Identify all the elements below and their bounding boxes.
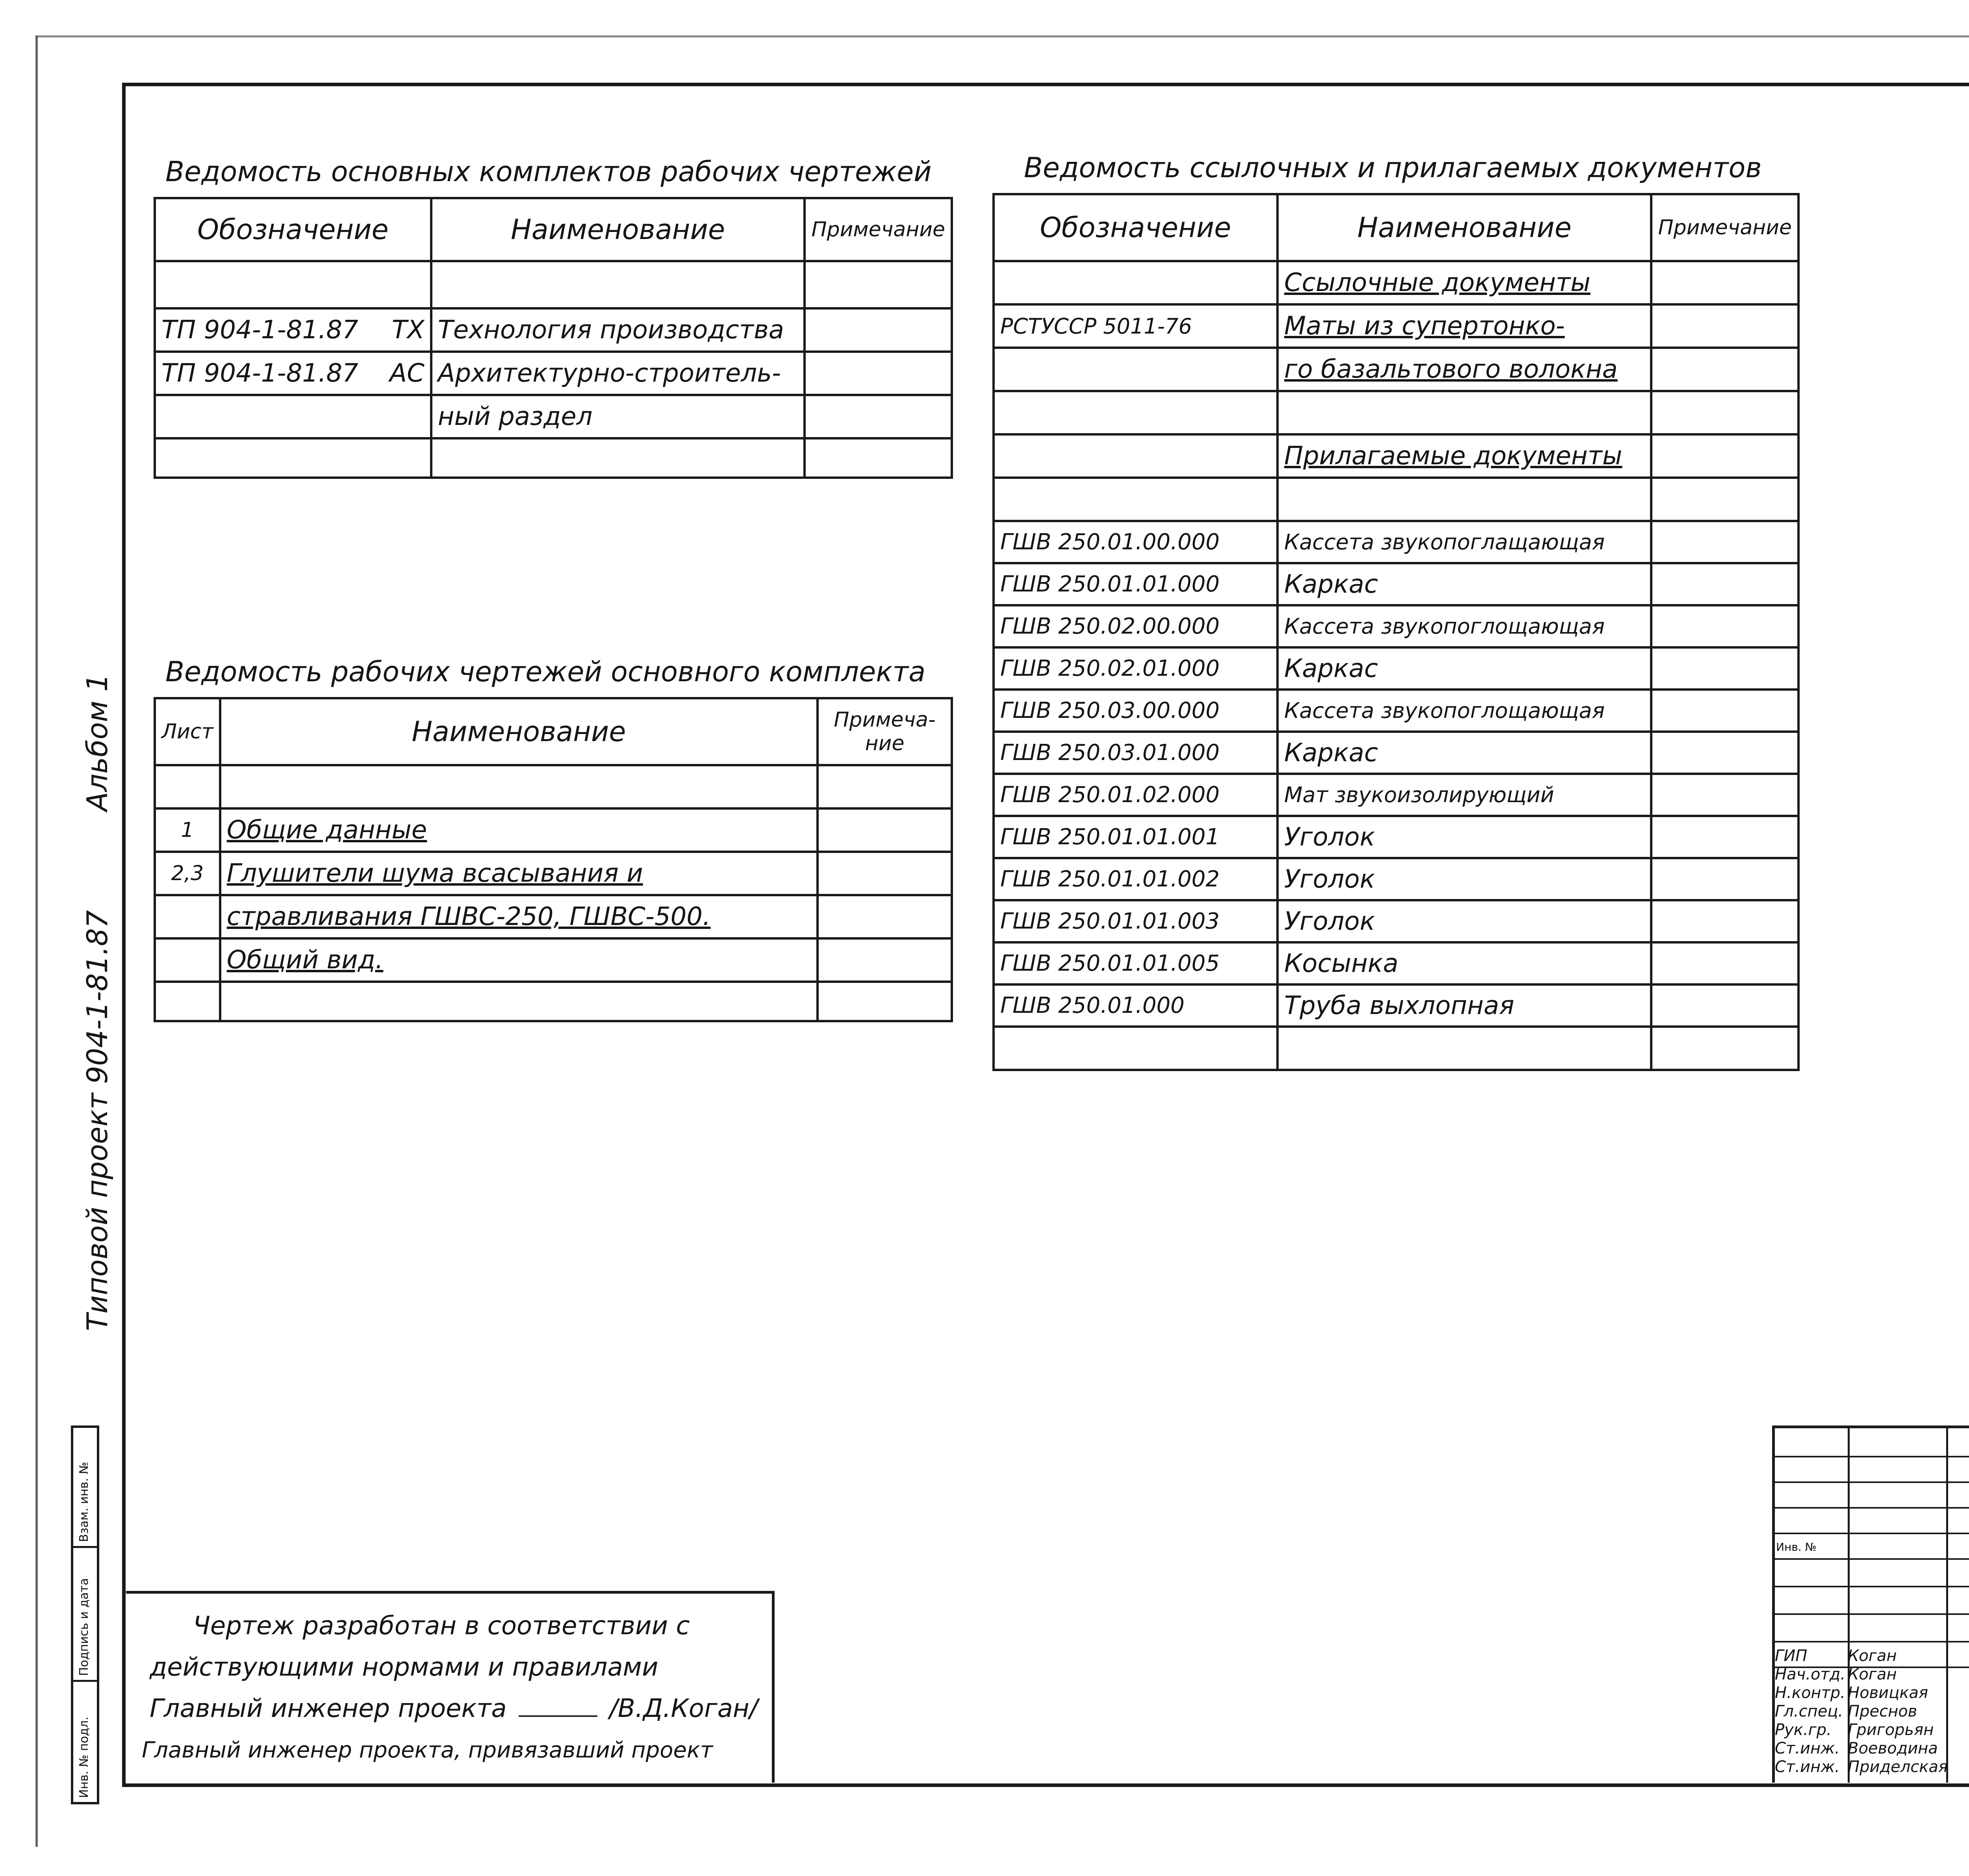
signatory-row: Н.контр. Новицкая: [1775, 1684, 1928, 1702]
col-designation: Обозначение: [994, 194, 1277, 261]
outer-border-top: [35, 35, 1969, 39]
signatory-row: ГИП Коган: [1775, 1647, 1897, 1665]
signature-date-label: Подпись и дата: [77, 1578, 91, 1676]
note-line4: Главный инженер проекта, привязавший проект: [142, 1737, 713, 1763]
table-row: го базальтового волокна: [994, 348, 1798, 391]
table-row: ГШВ 250.03.00.000 Кассета звукопоглощающая: [994, 690, 1798, 732]
note-line2: действующими нормами и правилами: [150, 1653, 658, 1682]
signatories: [1775, 1647, 1969, 1776]
table-row: ГШВ 250.03.01.000 Каркас: [994, 732, 1798, 774]
table-row: ГШВ 250.01.01.001 Уголок: [994, 816, 1798, 858]
signatory-row: Ст.инж. Приделская: [1775, 1758, 1948, 1776]
table-row: ГШВ 250.02.00.000 Кассета звукопоглощающая: [994, 605, 1798, 647]
table-row: ГШВ 250.01.02.000 Мат звукоизолирующий: [994, 774, 1798, 816]
inv-label: Инв. №: [1776, 1540, 1817, 1553]
table-row: 2,3 Глушители шума всасывания и: [155, 852, 952, 895]
signatory-row: Нач.отд. Коган: [1775, 1665, 1897, 1683]
table-row: ГШВ 250.02.01.000 Каркас: [994, 647, 1798, 690]
signature: [519, 1715, 597, 1717]
left-stamp-strip: [71, 1426, 99, 1804]
title-block: [1772, 1426, 1969, 1783]
signatory-row: Гл.спец. Преснов: [1775, 1702, 1917, 1720]
table-row: ТП 904-1-81.87 ТХ Технология производства: [155, 308, 952, 352]
table-row: РСТУССР 5011-76 Маты из супертонко-: [994, 304, 1798, 348]
table-row: Общий вид.: [155, 938, 952, 982]
refs-table: [992, 193, 1800, 1071]
table-row: ГШВ 250.01.01.000 Каркас: [994, 563, 1798, 605]
main-sets-title: Ведомость основных комплектов рабочих чертежей: [165, 156, 932, 188]
col-name: Наименование: [1277, 194, 1652, 261]
replaced-inv-label: Взам. инв. №: [77, 1462, 91, 1542]
col-name: Наименование: [431, 198, 805, 261]
table-row: ТП 904-1-81.87 АС Архитектурно-строитель-: [155, 352, 952, 395]
col-note: Примечание: [805, 198, 952, 261]
col-note: Примеча-ние: [818, 698, 952, 765]
col-note: Примечание: [1651, 194, 1798, 261]
table-row: ГШВ 250.01.000 Труба выхлопная: [994, 984, 1798, 1027]
album-label: Альбом 1: [81, 673, 114, 811]
outer-border-left: [35, 35, 40, 1847]
signatory-row: Рук.гр. Григорьян: [1775, 1721, 1934, 1739]
table-row: ГШВ 250.01.01.003 Уголок: [994, 900, 1798, 942]
att-heading: Прилагаемые документы: [1277, 434, 1652, 478]
main-sets-table: [154, 197, 953, 479]
project-code-vertical: Типовой проект 904-1-81.87: [81, 910, 114, 1331]
refs-title: Ведомость ссылочных и прилагаемых документов: [1024, 152, 1762, 184]
signatory-row: Ст.инж. Воеводина: [1775, 1739, 1938, 1757]
table-row: ГШВ 250.01.01.002 Уголок: [994, 858, 1798, 900]
col-name: Наименование: [220, 698, 818, 765]
table-row: 1 Общие данные: [155, 808, 952, 852]
col-designation: Обозначение: [155, 198, 431, 261]
note-line1: Чертеж разработан в соответствии с: [193, 1611, 690, 1641]
drawings-table: [154, 697, 953, 1022]
table-row: ный раздел: [155, 395, 952, 438]
table-row: ГШВ 250.01.00.000 Кассета звукопоглащающая: [994, 521, 1798, 563]
table-row: стравливания ГШВС-250, ГШВС-500.: [155, 895, 952, 938]
ref-heading: Ссылочные документы: [1277, 261, 1652, 304]
col-sheet: Лист: [155, 698, 220, 765]
developer-note: [126, 1591, 775, 1783]
original-inv-label: Инв. № подл.: [77, 1717, 91, 1798]
drawings-title: Ведомость рабочих чертежей основного комплекта: [165, 656, 926, 688]
note-line3: Главный инженер проекта /В.Д.Коган/: [150, 1694, 758, 1723]
table-row: ГШВ 250.01.01.005 Косынка: [994, 942, 1798, 984]
